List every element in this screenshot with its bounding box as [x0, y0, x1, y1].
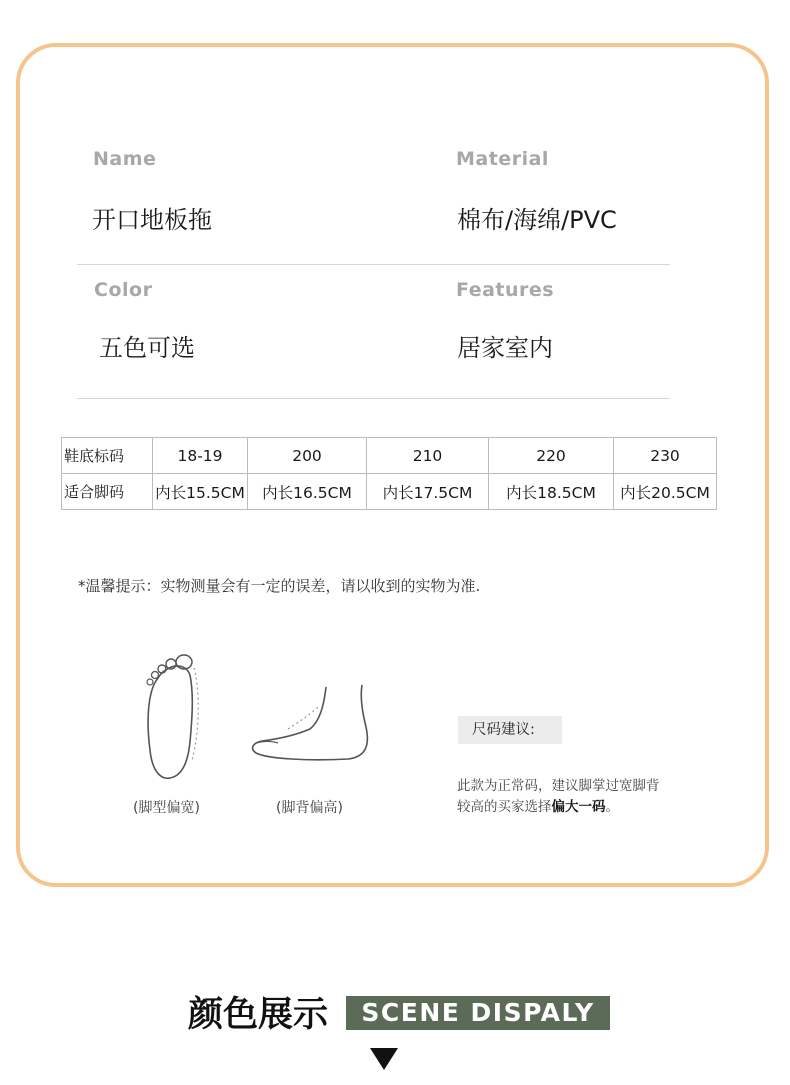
table-cell: 内长16.5CM — [248, 474, 367, 510]
advice-line-1: 此款为正常码，建议脚掌过宽脚背 — [457, 778, 660, 794]
material-value: 棉布/海绵/PVC — [457, 206, 617, 234]
table-row — [62, 438, 717, 474]
advice-line-2-bold: 偏大一码 — [551, 799, 606, 815]
features-label: Features — [456, 279, 555, 301]
name-label: Name — [93, 148, 157, 170]
color-label: Color — [94, 279, 153, 301]
row-header: 鞋底标码 — [62, 438, 153, 474]
table-row — [62, 474, 717, 510]
size-table — [61, 437, 717, 510]
scene-title-cn: 颜色展示 — [188, 995, 329, 1035]
table-cell: 内长18.5CM — [489, 474, 614, 510]
table-cell: 210 — [367, 438, 489, 474]
caption-high-instep: (脚背偏高) — [276, 800, 343, 816]
table-cell: 内长15.5CM — [153, 474, 248, 510]
divider-bottom — [77, 398, 670, 399]
advice-line-2-prefix: 较高的买家选择 — [457, 799, 552, 815]
table-cell: 18-19 — [153, 438, 248, 474]
table-cell: 内长17.5CM — [367, 474, 489, 510]
material-label: Material — [456, 148, 549, 170]
foot-top-view-icon — [138, 650, 208, 785]
caption-wide-foot: (脚型偏宽) — [133, 800, 200, 816]
advice-line-2-suffix: 。 — [605, 799, 619, 815]
table-cell: 220 — [489, 438, 614, 474]
foot-side-view-icon — [248, 683, 373, 763]
table-cell: 200 — [248, 438, 367, 474]
scene-title-en-badge: SCENE DISPALY — [346, 996, 610, 1030]
table-cell: 内长20.5CM — [614, 474, 717, 510]
table-cell: 230 — [614, 438, 717, 474]
down-arrow-icon — [370, 1048, 398, 1070]
divider-top — [77, 264, 670, 265]
row-header: 适合脚码 — [62, 474, 153, 510]
size-advice-title: 尺码建议: — [458, 716, 562, 744]
color-value: 五色可选 — [99, 334, 195, 362]
features-value: 居家室内 — [457, 334, 553, 362]
measurement-tip: *温馨提示：实物测量会有一定的误差，请以收到的实物为准. — [78, 577, 481, 595]
name-value: 开口地板拖 — [92, 206, 212, 234]
size-advice-text — [457, 776, 707, 818]
advice-line-2 — [457, 797, 707, 818]
